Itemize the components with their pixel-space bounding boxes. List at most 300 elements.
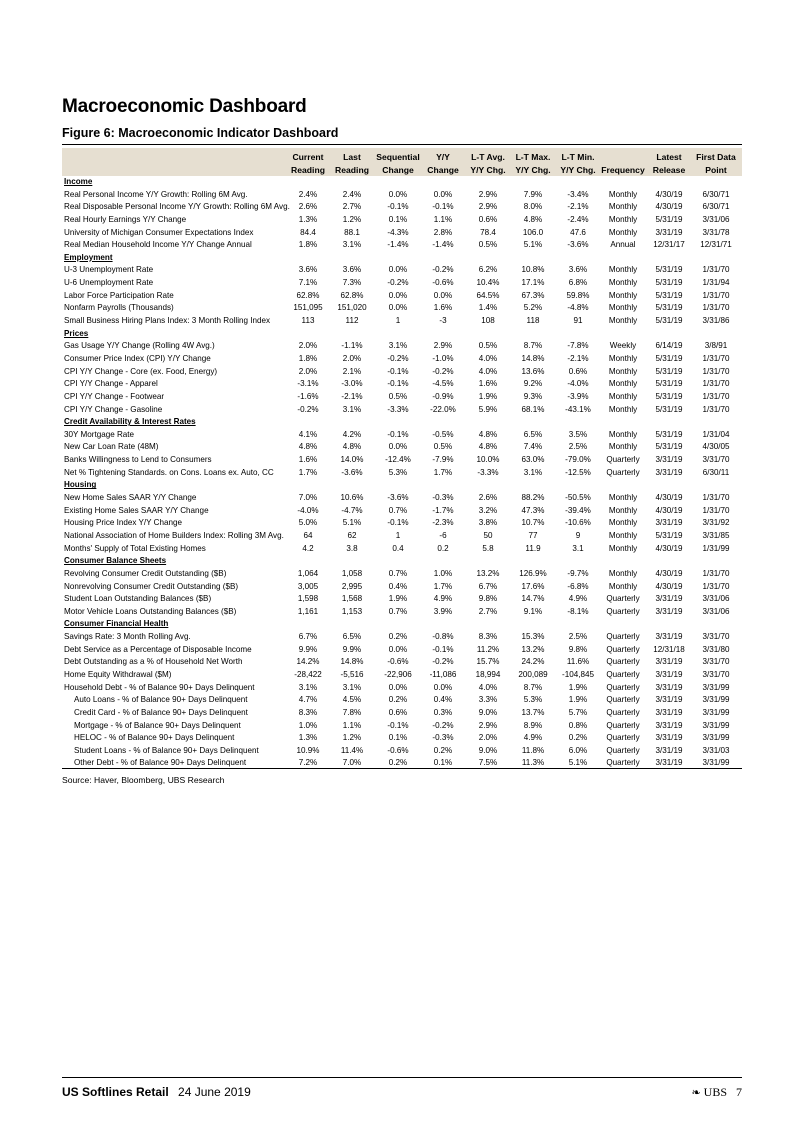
table-cell: 2.4% (298, 189, 318, 199)
table-top-rule (62, 144, 742, 145)
row-label: Household Debt - % of Balance 90+ Days Delinquent (64, 682, 255, 692)
table-cell: -3.3% (477, 467, 499, 477)
row-label: U-6 Unemployment Rate (64, 278, 154, 288)
figure-title: Figure 6: Macroeconomic Indicator Dashboard (62, 126, 339, 140)
table-cell: -3.3% (387, 404, 409, 414)
table-cell: 1.6% (298, 455, 318, 465)
table-cell: -0.1% (432, 644, 454, 654)
table-cell: 3/31/19 (655, 669, 683, 679)
table-cell: 1/31/70 (702, 303, 730, 313)
table-cell: -0.6% (432, 278, 454, 288)
table-cell: -0.1% (387, 366, 409, 376)
column-header-line2: Change (382, 164, 414, 175)
table-cell: 5/31/19 (655, 366, 683, 376)
table-cell: 3.6% (298, 265, 318, 275)
table-cell: 3/31/19 (655, 632, 683, 642)
table-cell: 3.2% (478, 505, 498, 515)
table-row (62, 492, 742, 505)
table-row (62, 404, 742, 417)
table-cell: 1.0% (433, 568, 453, 578)
table-cell: 3.1 (572, 543, 584, 553)
table-cell: 4.9% (523, 733, 543, 743)
section-header (62, 328, 742, 341)
section-title: Income (64, 177, 93, 186)
column-header-line2: Y/Y Chg. (470, 164, 506, 175)
row-label: Debt Service as a Percentage of Disposable Income (64, 644, 252, 654)
table-cell: 4/30/19 (655, 202, 683, 212)
row-label: Revolving Consumer Credit Outstanding ($B) (64, 568, 227, 578)
table-cell: 1.2% (342, 214, 362, 224)
table-cell: 200,089 (518, 669, 548, 679)
table-cell: 7.0% (342, 758, 362, 768)
table-cell: Monthly (608, 202, 638, 212)
table-cell: 0.5% (478, 240, 498, 250)
footer-rule (62, 1077, 742, 1078)
table-cell: -5,516 (340, 669, 364, 679)
table-cell: 4/30/19 (655, 543, 683, 553)
table-row (62, 391, 742, 404)
row-label: CPI Y/Y Change - Gasoline (64, 404, 163, 414)
table-cell: 1/31/70 (702, 581, 730, 591)
column-header-line1: Sequential (376, 152, 420, 162)
table-cell: 63.0% (521, 455, 545, 465)
table-cell: 3/31/19 (655, 657, 683, 667)
table-cell: 151,020 (337, 303, 367, 313)
table-cell: Monthly (608, 265, 638, 275)
table-cell: 9.9% (298, 644, 318, 654)
table-cell: 5/31/19 (655, 429, 683, 439)
table-row (62, 656, 742, 669)
row-label: University of Michigan Consumer Expectations Index (64, 227, 254, 237)
table-cell: 64 (303, 530, 313, 540)
table-cell: 2.0% (342, 353, 362, 363)
table-cell: 0.7% (388, 568, 408, 578)
row-label: Mortgage - % of Balance 90+ Days Delinquent (74, 720, 241, 730)
section-title: Consumer Balance Sheets (64, 556, 167, 566)
table-cell: 2.9% (478, 202, 498, 212)
table-cell: Quarterly (606, 720, 640, 730)
table-cell: -0.1% (387, 429, 409, 439)
table-cell: Quarterly (606, 657, 640, 667)
row-label: Nonfarm Payrolls (Thousands) (64, 303, 174, 313)
table-cell: 3.8 (346, 543, 358, 553)
table-cell: -6.8% (567, 581, 589, 591)
section-title: Credit Availability & Interest Rates (64, 417, 196, 427)
table-cell: 3/31/19 (655, 467, 683, 477)
table-cell: -0.1% (432, 202, 454, 212)
table-cell: 1.2% (342, 733, 362, 743)
table-cell: 3/31/19 (655, 733, 683, 743)
table-cell: Quarterly (606, 745, 640, 755)
row-label: Consumer Price Index (CPI) Y/Y Change (64, 353, 211, 363)
table-cell: 10.9% (296, 745, 320, 755)
table-row (62, 340, 742, 353)
table-row (62, 530, 742, 543)
table-row (62, 593, 742, 606)
table-cell: 5.1% (523, 240, 543, 250)
table-cell: -8.1% (567, 606, 589, 616)
table-cell: 126.9% (519, 568, 547, 578)
table-bottom-rule (62, 768, 742, 769)
table-cell: 5/31/19 (655, 379, 683, 389)
footer-brand: UBS (703, 1085, 727, 1099)
row-label: Savings Rate: 3 Month Rolling Avg. (64, 632, 191, 642)
table-cell: -104,845 (562, 669, 594, 679)
table-cell: 1.9% (388, 594, 408, 604)
table-cell: 9.3% (523, 391, 543, 401)
table-cell: 14.8% (340, 657, 364, 667)
table-cell: 106.0 (522, 227, 544, 237)
table-cell: 112 (345, 316, 359, 326)
table-cell: 3/31/19 (655, 518, 683, 528)
table-cell: Monthly (608, 505, 638, 515)
table-row (62, 694, 742, 707)
table-cell: 77 (528, 530, 538, 540)
table-row (62, 454, 742, 467)
table-cell: Monthly (608, 189, 638, 199)
row-label: New Car Loan Rate (48M) (64, 442, 159, 452)
table-cell: 5/31/19 (655, 214, 683, 224)
table-cell: 1,153 (341, 606, 363, 616)
table-cell: 7.3% (342, 278, 362, 288)
table-cell: -3.6% (567, 240, 589, 250)
table-cell: 3/31/19 (655, 758, 683, 768)
table-cell: -4.8% (567, 303, 589, 313)
footer-left (62, 1085, 251, 1099)
table-cell: 12/31/18 (653, 644, 685, 654)
table-cell: 6.7% (478, 581, 498, 591)
table-row (62, 517, 742, 530)
column-header-line1: L-T Max. (515, 152, 551, 162)
table-cell: -0.8% (432, 632, 454, 642)
table-cell: 2.7% (478, 606, 498, 616)
table-cell: 47.6 (570, 227, 586, 237)
table-cell: Quarterly (606, 707, 640, 717)
table-cell: 3/31/19 (655, 682, 683, 692)
table-cell: 3/8/91 (704, 341, 728, 351)
table-cell: 1.1% (342, 720, 362, 730)
table-row (62, 543, 742, 556)
table-cell: 50 (483, 530, 493, 540)
table-cell: 118 (526, 316, 540, 326)
table-cell: 5/31/19 (655, 530, 683, 540)
table-cell: 6/14/19 (655, 341, 683, 351)
row-label: Other Debt - % of Balance 90+ Days Delinquent (74, 758, 247, 768)
column-header-line1: Latest (656, 152, 682, 162)
table-cell: 10.7% (521, 518, 545, 528)
table-cell: 7.4% (523, 442, 543, 452)
table-cell: 5.1% (568, 758, 588, 768)
table-cell: -0.2% (387, 353, 409, 363)
row-label: Real Disposable Personal Income Y/Y Growth: Rolling 6M Avg. (64, 202, 290, 212)
row-label: CPI Y/Y Change - Apparel (64, 379, 158, 389)
table-cell: 113 (301, 316, 315, 326)
table-cell: Monthly (608, 290, 638, 300)
table-cell: 0.0% (388, 265, 408, 275)
table-cell: Monthly (608, 353, 638, 363)
row-label: Auto Loans - % of Balance 90+ Days Delinquent (74, 695, 248, 705)
column-header-line1: Last (343, 152, 361, 162)
table-cell: 5.0% (298, 518, 318, 528)
table-cell: 0.6% (568, 366, 588, 376)
table-cell: 13.6% (521, 366, 545, 376)
table-cell: 1.9% (568, 695, 588, 705)
row-label: Months' Supply of Total Existing Homes (64, 543, 206, 553)
table-cell: Monthly (608, 366, 638, 376)
row-label: Real Median Household Income Y/Y Change Annual (64, 240, 252, 250)
table-cell: 2.6% (478, 493, 498, 503)
table-cell: 7.2% (298, 758, 318, 768)
table-cell: 0.0% (388, 189, 408, 199)
table-cell: 5/31/19 (655, 391, 683, 401)
table-cell: -0.5% (432, 429, 454, 439)
table-cell: Quarterly (606, 682, 640, 692)
table-cell: 0.5% (388, 391, 408, 401)
table-cell: 0.2 (437, 543, 449, 553)
table-cell: 2.8% (433, 227, 453, 237)
table-cell: 2.0% (478, 733, 498, 743)
table-cell: 9.8% (478, 594, 498, 604)
table-cell: 0.6% (388, 707, 408, 717)
table-cell: 0.2% (568, 733, 588, 743)
table-cell: 62 (347, 530, 357, 540)
table-cell: 4/30/19 (655, 505, 683, 515)
table-cell: 11.9 (525, 543, 541, 553)
table-cell: 0.7% (388, 606, 408, 616)
table-cell: 5.3% (388, 467, 408, 477)
table-row (62, 682, 742, 695)
table-cell: -3 (439, 316, 447, 326)
table-row (62, 581, 742, 594)
table-cell: Annual (610, 240, 636, 250)
table-cell: Monthly (608, 278, 638, 288)
table-cell: 15.7% (476, 657, 500, 667)
table-cell: 14.2% (296, 657, 320, 667)
table-cell: 64.5% (476, 290, 500, 300)
footer-date: 24 June 2019 (178, 1085, 251, 1099)
table-cell: 7.9% (523, 189, 543, 199)
table-cell: 17.1% (521, 278, 545, 288)
table-cell: 9.0% (478, 707, 498, 717)
table-cell: 3/31/99 (702, 707, 730, 717)
table-cell: 4.8% (523, 214, 543, 224)
section-title: Employment (64, 252, 113, 262)
table-cell: 4.1% (298, 429, 318, 439)
table-cell: 5/31/19 (655, 303, 683, 313)
table-cell: -1.4% (432, 240, 454, 250)
table-cell: 3/31/70 (702, 669, 730, 679)
table-cell: 5/31/19 (655, 404, 683, 414)
table-cell: 3/31/19 (655, 720, 683, 730)
table-cell: Monthly (608, 429, 638, 439)
table-cell: -12.5% (565, 467, 591, 477)
row-label: Real Personal Income Y/Y Growth: Rolling 6M Avg. (64, 189, 248, 199)
table-cell: 108 (481, 316, 495, 326)
table-cell: -0.2% (297, 404, 319, 414)
table-cell: -43.1% (565, 404, 591, 414)
column-header-line2: Frequency (601, 164, 645, 175)
table-row (62, 606, 742, 619)
table-cell: -7.9% (432, 455, 454, 465)
table-row (62, 745, 742, 758)
table-cell: 5.1% (342, 518, 362, 528)
table-cell: 3/31/92 (702, 518, 730, 528)
table-cell: 6.5% (342, 632, 362, 642)
table-cell: 9.9% (342, 644, 362, 654)
table-cell: 8.3% (298, 707, 318, 717)
table-cell: 3/31/19 (655, 606, 683, 616)
table-cell: 3.1% (342, 240, 362, 250)
row-label: Motor Vehicle Loans Outstanding Balances ($B) (64, 606, 237, 616)
table-cell: 5.9% (478, 404, 498, 414)
table-cell: 3.1% (388, 341, 408, 351)
table-cell: -1.6% (297, 391, 319, 401)
table-row (62, 720, 742, 733)
table-cell: 3.9% (433, 606, 453, 616)
table-cell: 3/31/70 (702, 455, 730, 465)
table-cell: 4.8% (478, 442, 498, 452)
table-cell: 1,161 (297, 606, 319, 616)
table-cell: 2.9% (478, 720, 498, 730)
table-cell: 0.1% (388, 214, 408, 224)
table-cell: 4.8% (478, 429, 498, 439)
table-cell: Monthly (608, 391, 638, 401)
table-cell: 4/30/19 (655, 189, 683, 199)
table-cell: 0.2% (388, 632, 408, 642)
table-cell: 2.6% (298, 202, 318, 212)
table-cell: -0.1% (387, 518, 409, 528)
table-cell: 5.3% (523, 695, 543, 705)
table-cell: 1/31/70 (702, 265, 730, 275)
table-cell: 10.0% (476, 455, 500, 465)
table-cell: 1/31/70 (702, 391, 730, 401)
table-cell: 88.2% (521, 493, 545, 503)
table-cell: 14.0% (340, 455, 364, 465)
table-cell: 4/30/19 (655, 493, 683, 503)
table-cell: 2.1% (342, 366, 362, 376)
table-cell: 13.2% (521, 644, 545, 654)
table-cell: 8.0% (523, 202, 543, 212)
table-cell: 7.5% (478, 758, 498, 768)
section-header (62, 618, 742, 631)
table-cell: -4.7% (341, 505, 363, 515)
table-cell: 3/31/19 (655, 695, 683, 705)
table-cell: -9.7% (567, 568, 589, 578)
table-cell: 3/31/99 (702, 682, 730, 692)
table-cell: -4.0% (567, 379, 589, 389)
table-row (62, 732, 742, 745)
table-cell: 1/31/70 (702, 493, 730, 503)
table-cell: -0.2% (432, 720, 454, 730)
column-header-line1: L-T Min. (561, 152, 595, 162)
table-cell: 5/31/19 (655, 316, 683, 326)
table-cell: 4.0% (478, 353, 498, 363)
table-cell: 3,005 (297, 581, 319, 591)
table-cell: Monthly (608, 316, 638, 326)
table-cell: Quarterly (606, 695, 640, 705)
table-row (62, 302, 742, 315)
table-cell: 4.7% (298, 695, 318, 705)
table-cell: 0.8% (568, 720, 588, 730)
table-cell: 10.8% (521, 265, 545, 275)
table-cell: 6/30/11 (702, 467, 730, 477)
table-row (62, 429, 742, 442)
table-cell: 5.7% (568, 707, 588, 717)
table-cell: -12.4% (385, 455, 411, 465)
table-cell: -0.3% (432, 733, 454, 743)
source-note: Source: Haver, Bloomberg, UBS Research (62, 775, 225, 785)
table-cell: -2.1% (341, 391, 363, 401)
column-header-line2: Reading (335, 164, 369, 175)
table-cell: 4.0% (478, 682, 498, 692)
table-row (62, 644, 742, 657)
table-cell: 3/31/78 (702, 227, 730, 237)
column-header-line2: Change (427, 164, 459, 175)
table-cell: 84.4 (300, 227, 316, 237)
table-row (62, 441, 742, 454)
table-cell: -22,906 (384, 669, 412, 679)
table-cell: Quarterly (606, 669, 640, 679)
table-cell: 5/31/19 (655, 442, 683, 452)
table-cell: 0.0% (433, 189, 453, 199)
table-cell: -1.1% (341, 341, 363, 351)
table-cell: 1.9% (478, 391, 498, 401)
table-cell: 1 (395, 530, 401, 540)
table-cell: 1.4% (478, 303, 498, 313)
table-cell: -10.6% (565, 518, 591, 528)
table-cell: Quarterly (606, 455, 640, 465)
table-cell: 6.0% (568, 745, 588, 755)
row-label: CPI Y/Y Change - Footwear (64, 391, 165, 401)
table-cell: 59.8% (566, 290, 590, 300)
table-cell: 3/31/03 (702, 745, 730, 755)
table-cell: 1/31/70 (702, 353, 730, 363)
table-cell: 3/31/06 (702, 594, 730, 604)
table-cell: -39.4% (565, 505, 591, 515)
table-cell: 1.6% (478, 379, 498, 389)
table-cell: Quarterly (606, 467, 640, 477)
table-cell: 1.7% (298, 467, 318, 477)
table-cell: 0.5% (433, 442, 453, 452)
section-title: Housing (64, 480, 97, 490)
table-row (62, 669, 742, 682)
table-cell: -0.2% (432, 657, 454, 667)
table-cell: 1.7% (433, 581, 453, 591)
table-cell: 3/31/06 (702, 214, 730, 224)
row-label: Debt Outstanding as a % of Household Net Worth (64, 657, 243, 667)
table-cell: 3.1% (342, 404, 362, 414)
table-cell: 1.7% (433, 467, 453, 477)
table-cell: -3.1% (297, 379, 319, 389)
table-row (62, 201, 742, 214)
table-cell: Monthly (608, 404, 638, 414)
table-cell: 47.3% (521, 505, 545, 515)
section-header (62, 479, 742, 492)
footer-right (691, 1085, 742, 1100)
table-cell: 0.0% (433, 290, 453, 300)
table-cell: Monthly (608, 442, 638, 452)
table-cell: -0.9% (432, 391, 454, 401)
table-cell: 0.7% (388, 505, 408, 515)
column-header (686, 151, 746, 176)
row-label: Gas Usage Y/Y Change (Rolling 4W Avg.) (64, 341, 215, 351)
table-cell: 13.2% (476, 568, 500, 578)
table-cell: -0.1% (387, 720, 409, 730)
table-cell: 78.4 (480, 227, 496, 237)
table-cell: 3/31/19 (655, 707, 683, 717)
table-header (62, 148, 742, 176)
table-row (62, 290, 742, 303)
